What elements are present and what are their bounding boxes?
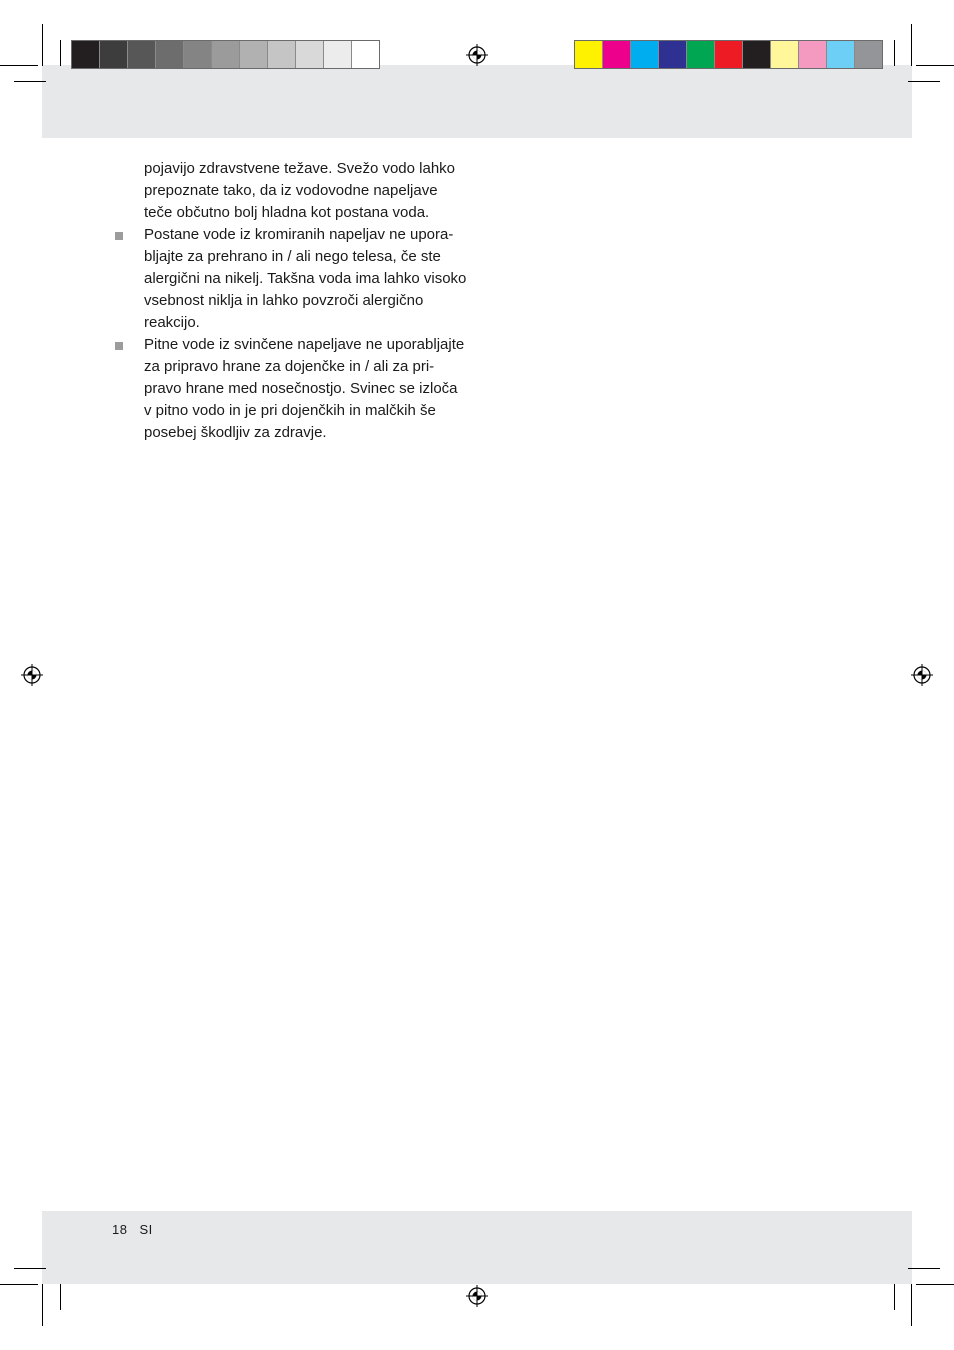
crop-mark-bottom-left-v [42, 1284, 43, 1326]
crop-mark-bottom-right-v2 [894, 1284, 895, 1310]
crop-mark-top-right-h2 [908, 81, 940, 82]
color-swatch [575, 41, 603, 68]
crop-mark-bottom-right-h [916, 1284, 954, 1285]
text-line: v pitno vodo in je pri dojenčkih in malčkih še [144, 402, 436, 419]
crop-mark-top-right-h [916, 65, 954, 66]
page-number: 18 [112, 1222, 128, 1237]
gray-swatch [100, 41, 128, 68]
text-line: pojavijo zdravstvene težave. Svežo vodo lahko [144, 160, 456, 177]
gray-swatch [212, 41, 240, 68]
crop-mark-top-right-v2 [894, 40, 895, 66]
text-line: Pitne vode iz svinčene napeljave ne uporabljajte [144, 336, 465, 353]
color-swatch [715, 41, 743, 68]
color-swatch [771, 41, 799, 68]
intro-paragraph [113, 158, 473, 224]
grayscale-control-bar [71, 40, 380, 69]
color-control-bar [574, 40, 883, 69]
text-line: prepoznate tako, da iz vodovodne napeljave [144, 182, 438, 199]
color-swatch [659, 41, 687, 68]
text-line: teče občutno bolj hladna kot postana voda. [144, 204, 430, 221]
crop-mark-top-left-h2 [14, 81, 46, 82]
registration-mark-icon [466, 1285, 488, 1307]
gray-swatch [324, 41, 352, 68]
crop-mark-top-left-h [0, 65, 38, 66]
square-bullet-icon [115, 232, 123, 240]
color-swatch [743, 41, 771, 68]
text-line: posebej škodljiv za zdravje. [144, 424, 327, 441]
text-line: za pripravo hrane za dojenčke in / ali za pri- [144, 358, 435, 375]
color-swatch [687, 41, 715, 68]
gray-swatch [128, 41, 156, 68]
crop-mark-bottom-left-h2 [14, 1268, 46, 1269]
color-swatch [631, 41, 659, 68]
color-swatch [799, 41, 827, 68]
gray-swatch [72, 41, 100, 68]
crop-mark-bottom-right-h2 [908, 1268, 940, 1269]
language-code: SI [139, 1222, 153, 1237]
text-line: Postane vode iz kromiranih napeljav ne upora- [144, 226, 454, 243]
footer-band [42, 1211, 912, 1284]
text-line: reakcijo. [144, 314, 200, 331]
color-swatch [827, 41, 855, 68]
crop-mark-bottom-left-v2 [60, 1284, 61, 1310]
text-line: vsebnost niklja in lahko povzroči alergično [144, 292, 424, 309]
gray-swatch [268, 41, 296, 68]
color-swatch [855, 41, 882, 68]
crop-mark-top-left-v [42, 24, 43, 66]
text-line: bljajte za prehrano in / ali nego telesa, če ste [144, 248, 441, 265]
header-band [42, 65, 912, 138]
gray-swatch [240, 41, 268, 68]
color-swatch [603, 41, 631, 68]
text-line: pravo hrane med nosečnostjo. Svinec se izloča [144, 380, 458, 397]
gray-swatch [296, 41, 324, 68]
registration-mark-icon [911, 664, 933, 686]
page-footer [112, 1221, 165, 1239]
gray-swatch [184, 41, 212, 68]
crop-mark-bottom-right-v [911, 1284, 912, 1326]
square-bullet-icon [115, 342, 123, 350]
gray-swatch [156, 41, 184, 68]
gray-swatch [352, 41, 379, 68]
body-text [113, 158, 473, 444]
text-line: alergični na nikelj. Takšna voda ima lahko visoko [144, 270, 467, 287]
bullet-item-lead [113, 334, 473, 444]
registration-mark-icon [466, 44, 488, 66]
crop-mark-top-right-v [911, 24, 912, 66]
registration-mark-icon [21, 664, 43, 686]
crop-mark-bottom-left-h [0, 1284, 38, 1285]
bullet-item-chrome [113, 224, 473, 334]
crop-mark-top-left-v2 [60, 40, 61, 66]
